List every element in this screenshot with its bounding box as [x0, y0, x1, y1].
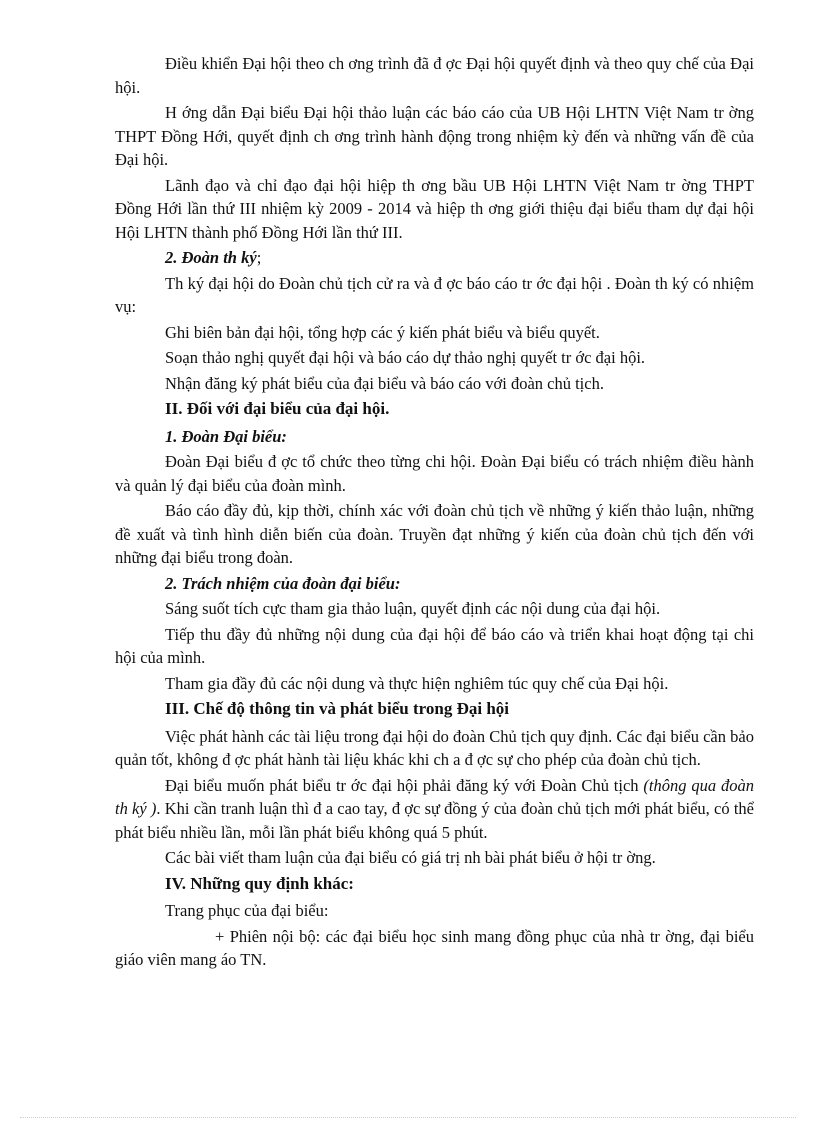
paragraph: Trang phục của đại biểu: — [165, 901, 329, 920]
paragraph: Sáng suốt tích cực tham gia thảo luận, quyết định các nội dung của đại hội. — [165, 599, 661, 618]
paragraph: Các bài viết tham luận của đại biểu có giá trị nh bài phát biểu ở hội tr ờng. — [165, 848, 656, 867]
paragraph: Soạn thảo nghị quyết đại hội và báo cáo dự thảo nghị quyết tr ớc đại hội. — [165, 348, 646, 367]
paragraph: H ớng dẫn Đại biểu Đại hội thảo luận các báo cáo của UB Hội LHTN Việt Nam tr ờng THPT Đồng Hới, quyết định ch ơng trình hành động trong nhiệm kỳ đến và những vấn đề của Đại hội. — [115, 103, 754, 169]
paragraph: Tiếp thu đầy đủ những nội dung của đại hội để báo cáo và triển khai hoạt động tại chi hội của mình. — [115, 624, 754, 667]
paragraph: Tham gia đầy đủ các nội dung và thực hiện nghiêm túc quy chế của Đại hội. — [165, 673, 669, 693]
paragraph: Ghi biên bản đại hội, tổng hợp các ý kiến phát biểu và biểu quyết. — [165, 322, 600, 342]
page-divider — [20, 1117, 796, 1118]
paragraph: Điều khiển Đại hội theo ch ơng trình đã đ ợc Đại hội quyết định và theo quy chế của Đại hội. — [115, 54, 754, 97]
paragraph — [115, 774, 754, 845]
section-II-2-heading: 2. Trách nhiệm của đoàn đại biểu: — [165, 573, 401, 593]
section-III-heading: III. Chế độ thông tin và phát biểu trong Đại hội — [165, 699, 510, 718]
document-page — [115, 52, 754, 974]
section-IV-heading: IV. Những quy định khác: — [165, 873, 354, 893]
section-2-heading-tail: ; — [256, 248, 262, 267]
paragraph: + Phiên nội bộ: các đại biểu học sinh mang đồng phục của nhà tr ờng, đại biểu giáo viên mang áo TN. — [115, 926, 754, 969]
section-2-heading — [115, 246, 754, 270]
paragraph-part: . Khi cần tranh luận thì đ a cao tay, đ ợc sự đồng ý của đoàn chủ tịch mới phát biểu, có thể phát biểu nhiều lần, mỗi lần phát biểu không quá 5 phút. — [115, 799, 754, 842]
paragraph: Việc phát hành các tài liệu trong đại hội do đoàn Chủ tịch quy định. Các đại biểu cần bảo quản tốt, không đ ợc phát hành tài liệu khác khi ch a đ ợc sự cho phép của đoàn chủ tịch. — [115, 726, 754, 769]
paragraph: Đoàn Đại biểu đ ợc tổ chức theo từng chi hội. Đoàn Đại biểu có trách nhiệm điều hành và quản lý đại biểu của đoàn mình. — [115, 452, 754, 495]
section-II-1-heading: 1. Đoàn Đại biểu: — [165, 426, 287, 446]
paragraph: Lãnh đạo và chỉ đạo đại hội hiệp th ơng bầu UB Hội LHTN Việt Nam tr ờng THPT Đồng Hới lần thứ III nhiệm kỳ 2009 - 2014 và hiệp th ơng giới thiệu đại biểu tham dự đại hội Hội LHTN thành phố Đồng Hới lần thứ III. — [115, 175, 754, 242]
paragraph: Th ký đại hội do Đoàn chủ tịch cử ra và đ ợc báo cáo tr ớc đại hội . Đoàn th ký có nhiệm vụ: — [115, 273, 754, 316]
paragraph-italic-part: (thông qua đoàn th ký ) — [115, 775, 754, 818]
paragraph-part: Đại biểu muốn phát biểu tr ớc đại hội phải đăng ký với Đoàn Chủ tịch — [165, 775, 644, 795]
section-2-heading-text: 2. Đoàn th ký — [165, 248, 257, 267]
paragraph: Nhận đăng ký phát biểu của đại biểu và báo cáo với đoàn chủ tịch. — [165, 373, 604, 393]
section-II-heading: II. Đối với đại biểu của đại hội. — [165, 399, 390, 418]
paragraph: Báo cáo đầy đủ, kịp thời, chính xác với đoàn chủ tịch về những ý kiến thảo luận, những đề xuất và tình hình diễn biến của đoàn. Truyền đạt những ý kiến của đoàn chủ tịch đến với những đại biểu trong đoàn. — [115, 501, 754, 567]
